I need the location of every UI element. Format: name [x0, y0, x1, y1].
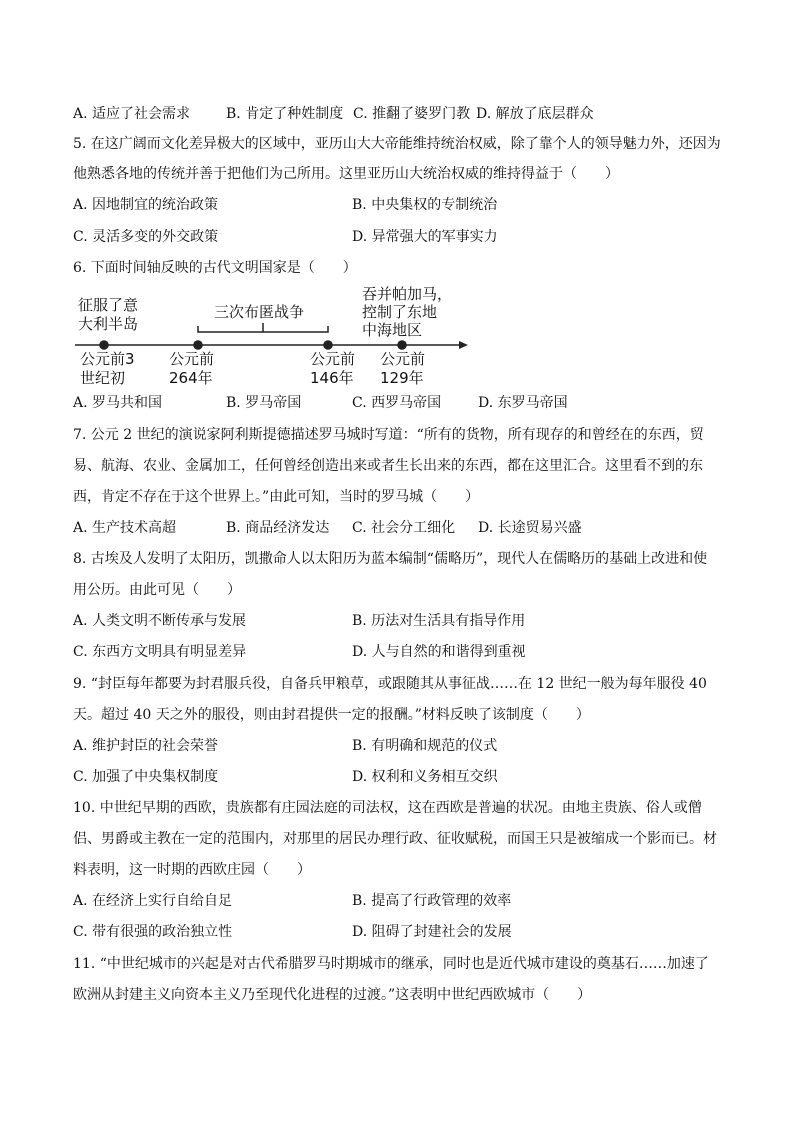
q4-option-b[interactable]: B. 肯定了种姓制度 — [226, 106, 344, 122]
q6-option-d[interactable]: D. 东罗马帝国 — [478, 395, 568, 411]
q7-option-d[interactable]: D. 长途贸易兴盛 — [478, 520, 582, 536]
q10-option-d[interactable]: D. 阻碍了封建社会的发展 — [352, 924, 512, 940]
q7-stem-line: 易、航海、农业、金属加工，任何曾经创造出来或者生长出来的东西，都在这里汇合。这里看不到的东 — [73, 458, 703, 474]
q10-stem-line: 10. 中世纪早期的西欧，贵族都有庄园法庭的司法权，这在西欧是普遍的状况。由地主贵族、俗人或僧 — [73, 800, 702, 816]
timeline-date: 146年 — [310, 369, 354, 387]
q4-option-c[interactable]: C. 推翻了婆罗门教 — [353, 106, 471, 122]
q6-option-a[interactable]: A. 罗马共和国 — [73, 395, 163, 411]
q5-option-a[interactable]: A. 因地制宜的统治政策 — [73, 197, 219, 213]
q9-option-a[interactable]: A. 维护封臣的社会荣誉 — [73, 738, 219, 754]
timeline-event-1: 大利半岛 — [78, 315, 139, 333]
timeline-event-3: 吞并帕加马， — [362, 285, 453, 303]
q7-stem-line: 7. 公元 2 世纪的演说家阿利斯提德描述罗马城时写道：“所有的货物，所有现存的和曾经在的东西，贸 — [73, 427, 704, 443]
q8-option-c[interactable]: C. 东西方文明具有明显差异 — [73, 644, 247, 660]
q8-stem-line: 用公历。由此可见（ ） — [73, 582, 241, 598]
q5-stem-line: 5. 在这广阔而文化差异极大的区域中，亚历山大大帝能维持统治权威，除了靠个人的领导魅力外，还因为 — [73, 136, 721, 152]
timeline-date: 129年 — [380, 369, 424, 387]
q5-option-b[interactable]: B. 中央集权的专制统治 — [352, 197, 498, 213]
q6-option-b[interactable]: B. 罗马帝国 — [226, 395, 302, 411]
q7-stem-line: 西，肯定不存在于这个世界上。”由此可知，当时的罗马城（ ） — [73, 489, 480, 505]
timeline-date: 世纪初 — [80, 369, 126, 387]
q10-stem-line: 侣、男爵或主教在一定的范围内，对那里的居民办理行政、征收赋税，而国王只是被缩成一个影而已。材 — [73, 831, 717, 847]
q10-option-b[interactable]: B. 提高了行政管理的效率 — [352, 893, 512, 909]
q8-stem-line: 8. 古埃及人发明了太阳历，凯撒命人以太阳历为蓝本编制“儒略历”，现代人在儒略历的基础上改进和使 — [73, 551, 708, 567]
q11-stem-line: 欧洲从封建主义向资本主义乃至现代化进程的过渡。”这表明中世纪西欧城市（ ） — [73, 987, 592, 1003]
q8-option-b[interactable]: B. 历法对生活具有指导作用 — [352, 613, 526, 629]
timeline-point — [323, 340, 333, 350]
q4-option-d[interactable]: D. 解放了底层群众 — [476, 106, 594, 122]
timeline-point — [99, 340, 109, 350]
q7-option-a[interactable]: A. 生产技术高超 — [73, 520, 177, 536]
q9-option-d[interactable]: D. 权利和义务相互交织 — [352, 769, 498, 785]
q4-option-a[interactable]: A. 适应了社会需求 — [73, 106, 191, 122]
q5-option-d[interactable]: D. 异常强大的军事实力 — [352, 229, 498, 245]
timeline-date: 公元前 — [169, 350, 215, 368]
timeline-event-1: 征服了意 — [78, 296, 139, 314]
timeline-event-2: 三次布匿战争 — [214, 303, 305, 321]
q8-option-d[interactable]: D. 人与自然的和谐得到重视 — [352, 644, 526, 660]
q8-option-a[interactable]: A. 人类文明不断传承与发展 — [73, 613, 247, 629]
q10-option-a[interactable]: A. 在经济上实行自给自足 — [73, 893, 233, 909]
timeline-event-3: 控制了东地 — [362, 303, 438, 321]
timeline-point — [397, 340, 407, 350]
q7-option-c[interactable]: C. 社会分工细化 — [352, 520, 456, 536]
timeline-date: 264年 — [169, 369, 213, 387]
q5-stem-line: 他熟悉各地的传统并善于把他们为己所用。这里亚历山大统治权威的维持得益于（ ） — [73, 166, 619, 182]
q9-option-c[interactable]: C. 加强了中央集权制度 — [73, 769, 219, 785]
q9-option-b[interactable]: B. 有明确和规范的仪式 — [352, 738, 498, 754]
q10-option-c[interactable]: C. 带有很强的政治独立性 — [73, 924, 233, 940]
q5-option-c[interactable]: C. 灵活多变的外交政策 — [73, 229, 219, 245]
q9-stem-line: 天。超过 40 天之外的服役，则由封君提供一定的报酬。”材料反映了该制度（ ） — [73, 707, 590, 723]
timeline-date: 公元前3 — [80, 350, 135, 368]
timeline-point — [193, 340, 203, 350]
timeline-date: 公元前 — [380, 350, 426, 368]
q9-stem-line: 9. “封臣每年都要为封君服兵役，自备兵甲粮草，或跟随其从事征战……在 12 世纪一般为每年服役 40 — [73, 676, 707, 692]
q6-stem: 6. 下面时间轴反映的古代文明国家是（ ） — [73, 260, 357, 276]
timeline-arrow — [459, 341, 468, 349]
timeline-event-3: 中海地区 — [362, 321, 423, 339]
q7-option-b[interactable]: B. 商品经济发达 — [226, 520, 330, 536]
q11-stem-line: 11. “中世纪城市的兴起是对古代希腊罗马时期城市的继承，同时也是近代城市建设的奠基石……加速了 — [73, 956, 709, 972]
timeline-date: 公元前 — [310, 350, 356, 368]
q10-stem-line: 料表明，这一时期的西欧庄园（ ） — [73, 862, 311, 878]
q6-option-c[interactable]: C. 西罗马帝国 — [352, 395, 442, 411]
